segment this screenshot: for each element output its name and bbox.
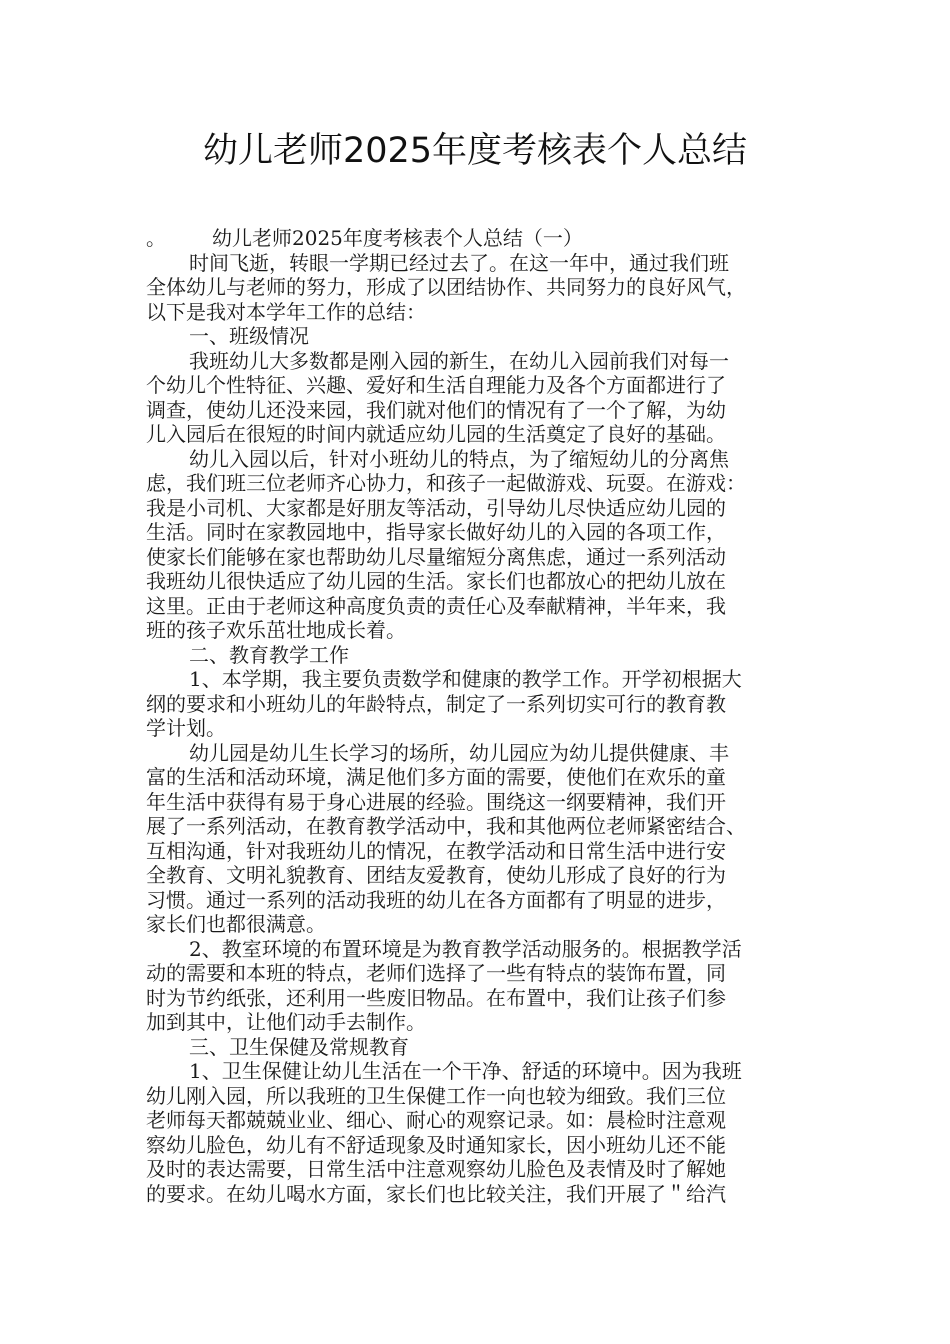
paragraph-line: 班的孩子欢乐茁壮地成长着。	[146, 618, 406, 642]
paragraph-line: 儿入园后在很短的时间内就适应幼儿园的生活奠定了良好的基础。	[146, 422, 726, 446]
paragraph-line: 个幼儿个性特征、兴趣、爱好和生活自理能力及各个方面都进行了	[146, 373, 726, 397]
paragraph-line: 加到其中，让他们动手去制作。	[146, 1010, 426, 1034]
paragraph-line: 2、教室环境的布置环境是为教育教学活动服务的。根据教学活	[189, 936, 742, 961]
paragraph-line: 1、卫生保健让幼儿生活在一个干净、舒适的环境中。因为我班	[189, 1059, 742, 1083]
paragraph-line: 动的需要和本班的特点，老师们选择了一些有特点的装饰布置，同	[146, 961, 726, 985]
section-heading-text: 幼儿老师2025年度考核表个人总结（一）	[212, 226, 583, 250]
paragraph-line: 互相沟通，针对我班幼儿的情况，在教学活动和日常生活中进行安	[146, 838, 726, 863]
paragraph-line: 全体幼儿与老师的努力，形成了以团结协作、共同努力的良好风气，	[146, 275, 746, 299]
paragraph-line: 时为节约纸张，还利用一些废旧物品。在布置中，我们让孩子们参	[146, 985, 726, 1010]
subheading: 二、教育教学工作	[189, 642, 349, 667]
paragraph-line: 虑，我们班三位老师齐心协力，和孩子一起做游戏、玩耍。在游戏：	[146, 471, 746, 495]
paragraph-line: 我班幼儿大多数都是刚入园的新生，在幼儿入园前我们对每一	[189, 348, 729, 373]
section-heading	[146, 226, 821, 251]
paragraph-line: 1、本学期，我主要负责数学和健康的教学工作。开学初根据大	[189, 667, 742, 691]
paragraph-line: 这里。正由于老师这种高度负责的责任心及奉献精神，半年来，我	[146, 593, 726, 618]
paragraph-line: 生活。同时在家教园地中，指导家长做好幼儿的入园的各项工作，	[146, 520, 726, 544]
paragraph-line: 使家长们能够在家也帮助幼儿尽量缩短分离焦虑，通过一系列活动	[146, 544, 726, 569]
paragraph-line: 幼儿入园以后，针对小班幼儿的特点，为了缩短幼儿的分离焦	[189, 446, 729, 471]
paragraph-line: 及时的表达需要，日常生活中注意观察幼儿脸色及表情及时了解她	[146, 1157, 726, 1181]
paragraph-line: 幼儿园是幼儿生长学习的场所，幼儿园应为幼儿提供健康、丰	[189, 740, 729, 765]
paragraph-line: 习惯。通过一系列的活动我班的幼儿在各方面都有了明显的进步，	[146, 887, 726, 912]
paragraph-line: 我是小司机、大家都是好朋友等活动，引导幼儿尽快适应幼儿园的	[146, 495, 726, 520]
paragraph-line: 的要求。在幼儿喝水方面，家长们也比较关注，我们开展了＂给汽	[146, 1181, 726, 1206]
paragraph-line: 富的生活和活动环境，满足他们多方面的需要，使他们在欢乐的童	[146, 765, 726, 789]
paragraph-line: 家长们也都很满意。	[146, 912, 326, 936]
paragraph-line: 学计划。	[146, 716, 226, 740]
paragraph-line: 展了一系列活动，在教育教学活动中，我和其他两位老师紧密结合、	[146, 814, 746, 838]
paragraph-line: 幼儿刚入园，所以我班的卫生保健工作一向也较为细致。我们三位	[146, 1083, 726, 1108]
subheading: 三、卫生保健及常规教育	[189, 1034, 409, 1059]
paragraph-line: 全教育、文明礼貌教育、团结友爱教育，使幼儿形成了良好的行为	[146, 863, 726, 887]
paragraph-line: 以下是我对本学年工作的总结：	[146, 299, 426, 324]
paragraph-line: 时间飞逝，转眼一学期已经过去了。在这一年中，通过我们班	[189, 250, 729, 275]
paragraph-line: 调查，使幼儿还没来园，我们就对他们的情况有了一个了解，为幼	[146, 397, 726, 422]
subheading: 一、班级情况	[189, 324, 309, 348]
document-body	[146, 226, 821, 1206]
paragraph-line: 纲的要求和小班幼儿的年龄特点，制定了一系列切实可行的教育教	[146, 691, 726, 716]
paragraph-line: 老师每天都兢兢业业、细心、耐心的观察记录。如：晨检时注意观	[146, 1108, 726, 1132]
paragraph-line: 察幼儿脸色，幼儿有不舒适现象及时通知家长，因小班幼儿还不能	[146, 1132, 726, 1157]
page-title: 幼儿老师2025年度考核表个人总结	[202, 131, 748, 171]
paragraph-line: 我班幼儿很快适应了幼儿园的生活。家长们也都放心的把幼儿放在	[146, 569, 726, 593]
paragraph-line: 年生活中获得有易于身心进展的经验。围绕这一纲要精神，我们开	[146, 789, 726, 814]
bullet-mark: 。	[146, 226, 166, 250]
